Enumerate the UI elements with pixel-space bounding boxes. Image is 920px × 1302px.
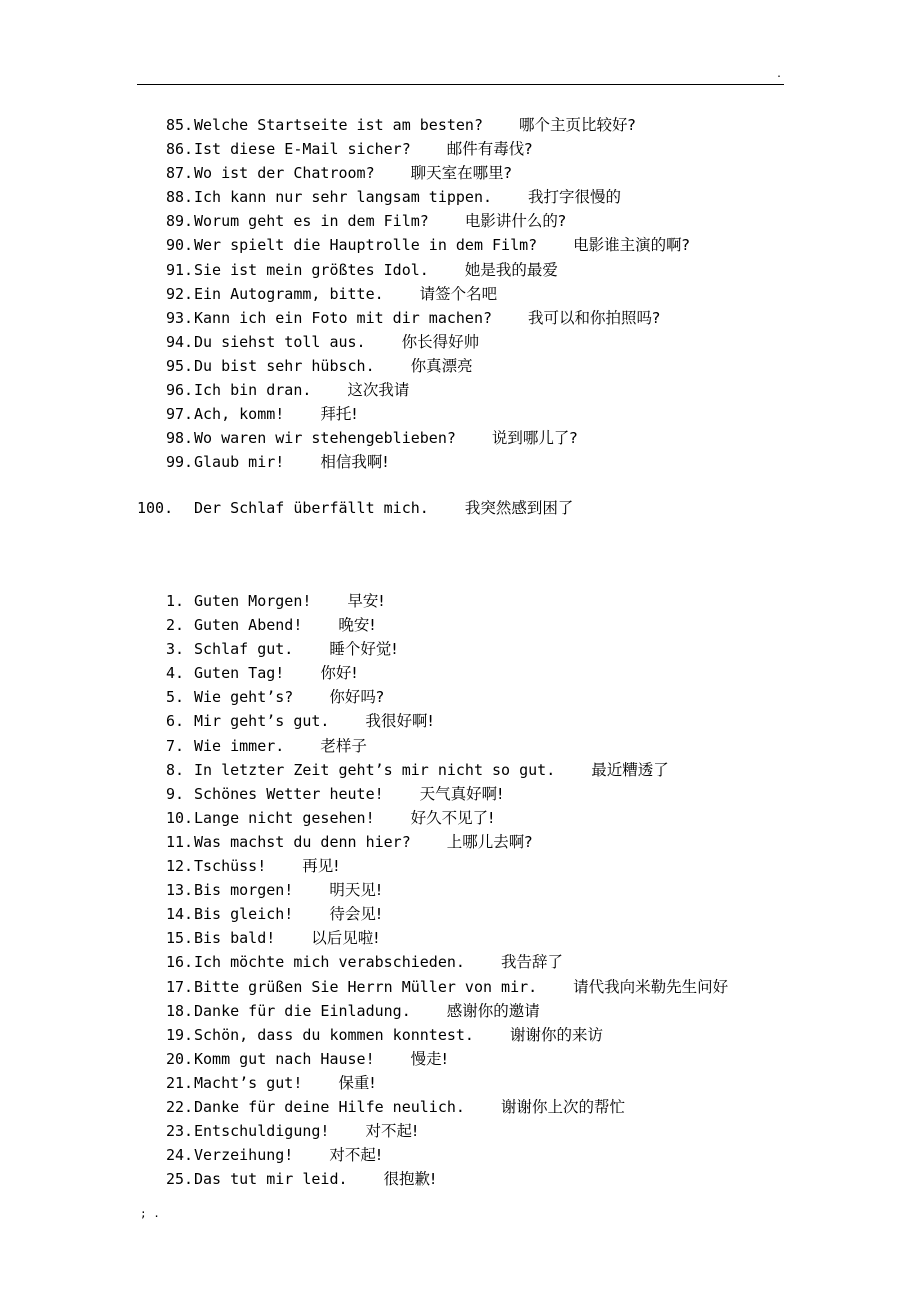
phrase-number: 24.	[166, 1146, 194, 1165]
phrase-german: Tschüss!	[194, 857, 267, 876]
phrase-pair	[194, 975, 728, 999]
phrase-german: Entschuldigung!	[194, 1122, 330, 1141]
phrase-pair	[194, 1143, 382, 1167]
phrase-number: 91.	[166, 260, 194, 279]
phrase-pair	[194, 637, 398, 661]
phrase-number: 96.	[166, 381, 194, 400]
phrase-german: Danke für die Einladung.	[194, 1001, 411, 1020]
phrase-chinese: 天气真好啊!	[419, 784, 504, 803]
phrase-chinese: 这次我请	[347, 381, 410, 400]
phrase-german: Das tut mir leid.	[194, 1170, 348, 1189]
phrase-number: 88.	[166, 188, 194, 207]
phrase-german: Lange nicht gesehen!	[194, 808, 375, 827]
phrase-number: 97.	[166, 405, 194, 424]
phrase-number: 21.	[166, 1073, 194, 1092]
phrase-pair	[194, 258, 558, 282]
phrase-german: Bis morgen!	[194, 881, 294, 900]
phrase-pair	[194, 613, 376, 637]
phrase-number: 1.	[166, 592, 185, 610]
phrase-chinese: 她是我的最爱	[464, 260, 558, 279]
phrase-pair	[194, 113, 636, 137]
phrase-german: Wo ist der Chatroom?	[194, 164, 375, 183]
phrase-pair	[194, 999, 540, 1023]
phrase-number: 22.	[166, 1097, 194, 1116]
phrase-number: 10.	[166, 808, 194, 827]
phrase-chinese: 电影谁主演的啊?	[573, 236, 690, 255]
header-mark: .	[776, 69, 783, 80]
phrase-chinese: 拜托!	[320, 405, 358, 424]
phrase-chinese: 很抱歉!	[383, 1170, 437, 1189]
phrase-pair	[194, 589, 385, 613]
phrase-chinese: 我突然感到困了	[464, 499, 574, 517]
phrase-pair	[194, 685, 384, 709]
phrase-german: Du siehst toll aus.	[194, 332, 366, 351]
phrase-german: Bitte grüßen Sie Herrn Müller von mir.	[194, 977, 538, 996]
phrase-german: Schönes Wetter heute!	[194, 784, 384, 803]
phrase-chinese: 好久不见了!	[410, 808, 495, 827]
phrase-number: 98.	[166, 429, 194, 448]
phrase-number: 12.	[166, 857, 194, 876]
phrase-number: 87.	[166, 164, 194, 183]
phrase-pair	[194, 1023, 603, 1047]
phrase-pair	[194, 950, 563, 974]
phrase-chinese: 以后见啦!	[311, 929, 380, 948]
phrase-number: 2.	[166, 616, 185, 635]
phrase-pair	[194, 830, 532, 854]
phrase-pair	[194, 233, 690, 257]
phrase-chinese: 慢走!	[410, 1049, 448, 1068]
phrase-pair	[194, 330, 479, 354]
phrase-german: Sie ist mein größtes Idol.	[194, 260, 429, 279]
phrase-chinese: 你长得好帅	[401, 332, 480, 351]
phrase-number: 13.	[166, 881, 194, 900]
phrase-pair	[194, 661, 358, 685]
phrase-pair	[194, 926, 380, 950]
phrase-chinese: 待会见!	[329, 905, 383, 924]
phrase-german: Mir geht’s gut.	[194, 712, 330, 731]
phrase-number: 7.	[166, 736, 185, 755]
phrase-chinese: 睡个好觉!	[329, 640, 398, 659]
phrase-pair	[194, 1047, 448, 1071]
phrase-german: Macht’s gut!	[194, 1073, 303, 1092]
phrase-pair	[194, 1167, 436, 1191]
phrase-german: Wie immer.	[194, 736, 285, 755]
phrase-chinese: 最近糟透了	[591, 760, 669, 779]
phrase-number: 20.	[166, 1049, 194, 1068]
phrase-german: Kann ich ein Foto mit dir machen?	[194, 308, 493, 327]
phrase-number: 16.	[166, 953, 194, 972]
phrase-pair	[194, 1071, 376, 1095]
phrase-german: In letzter Zeit geht’s mir nicht so gut.	[194, 760, 556, 779]
phrase-chinese: 我很好啊!	[365, 712, 434, 731]
phrase-german: Ach, komm!	[194, 405, 285, 424]
phrase-chinese: 我可以和你拍照吗?	[528, 308, 661, 327]
phrase-chinese: 你好!	[320, 664, 358, 683]
phrase-number: 89.	[166, 212, 194, 231]
phrase-pair	[194, 709, 434, 733]
phrase-number: 11.	[166, 832, 194, 851]
phrase-pair	[194, 402, 358, 426]
phrase-number: 18.	[166, 1001, 194, 1020]
phrase-number: 3.	[166, 640, 185, 659]
phrase-chinese: 谢谢你上次的帮忙	[500, 1097, 625, 1116]
phrase-number: 19.	[166, 1025, 194, 1044]
phrase-pair	[194, 1095, 625, 1119]
phrase-number: 15.	[166, 929, 194, 948]
phrase-pair	[194, 282, 497, 306]
phrase-german: Schön, dass du kommen konntest.	[194, 1025, 474, 1044]
phrase-chinese: 感谢你的邀请	[446, 1001, 540, 1020]
phrase-pair	[194, 137, 532, 161]
phrase-number: 14.	[166, 905, 194, 924]
phrase-german: Ich bin dran.	[194, 381, 312, 400]
phrase-chinese: 早安!	[347, 592, 385, 610]
phrase-number: 90.	[166, 236, 194, 255]
phrase-german: Was machst du denn hier?	[194, 832, 411, 851]
phrase-chinese: 对不起!	[365, 1122, 419, 1141]
phrase-german: Du bist sehr hübsch.	[194, 356, 375, 375]
phrase-german: Wo waren wir stehengeblieben?	[194, 429, 456, 448]
phrase-chinese: 说到哪儿了?	[491, 429, 578, 448]
phrase-chinese: 相信我啊!	[320, 453, 389, 472]
phrase-number: 17.	[166, 977, 194, 996]
phrase-german: Schlaf gut.	[194, 640, 294, 659]
phrase-german: Glaub mir!	[194, 453, 285, 472]
phrase-german: Ich möchte mich verabschieden.	[194, 953, 465, 972]
phrase-chinese: 哪个主页比较好?	[518, 116, 636, 134]
phrase-pair	[194, 378, 409, 402]
phrase-chinese: 再见!	[302, 857, 340, 876]
phrase-german: Verzeihung!	[194, 1146, 294, 1165]
phrase-number: 94.	[166, 332, 194, 351]
phrase-german: Bis bald!	[194, 929, 276, 948]
phrase-pair	[194, 496, 573, 520]
phrase-number: 92.	[166, 284, 194, 303]
phrase-pair	[194, 1119, 418, 1143]
phrase-chinese: 你真漂亮	[410, 356, 473, 375]
header-rule	[137, 84, 784, 85]
phrase-pair	[194, 854, 339, 878]
phrase-number: 86.	[166, 140, 194, 159]
phrase-chinese: 电影讲什么的?	[464, 212, 567, 231]
phrase-number: 99.	[166, 453, 194, 472]
phrase-german: Guten Abend!	[194, 616, 303, 635]
phrase-pair	[194, 782, 503, 806]
phrase-number: 95.	[166, 356, 194, 375]
phrase-number: 5.	[166, 688, 185, 707]
phrase-pair	[194, 185, 621, 209]
phrase-number: 6.	[166, 712, 185, 731]
phrase-pair	[194, 354, 473, 378]
phrase-chinese: 上哪儿去啊?	[446, 832, 533, 851]
phrase-german: Welche Startseite ist am besten?	[194, 116, 483, 134]
phrase-number: 8.	[166, 760, 185, 779]
phrase-pair	[194, 209, 566, 233]
phrase-german: Ein Autogramm, bitte.	[194, 284, 384, 303]
phrase-pair	[194, 426, 578, 450]
phrase-pair	[194, 806, 494, 830]
phrase-german: Wer spielt die Hauptrolle in dem Film?	[194, 236, 538, 255]
phrase-chinese: 我告辞了	[500, 953, 563, 972]
phrase-chinese: 请代我向米勒先生问好	[573, 977, 729, 996]
phrase-german: Ist diese E-Mail sicher?	[194, 140, 411, 159]
phrase-pair	[194, 758, 669, 782]
phrase-pair	[194, 878, 382, 902]
phrase-number: 85.	[166, 116, 194, 134]
phrase-german: Der Schlaf überfällt mich.	[194, 499, 429, 517]
phrase-german: Guten Tag!	[194, 664, 285, 683]
phrase-chinese: 老样子	[320, 736, 367, 755]
phrase-german: Guten Morgen!	[194, 592, 312, 610]
phrase-pair	[194, 902, 382, 926]
phrase-chinese: 聊天室在哪里?	[410, 164, 512, 183]
phrase-pair	[194, 734, 367, 758]
phrase-chinese: 我打字很慢的	[528, 188, 622, 207]
phrase-number: 25.	[166, 1170, 194, 1189]
phrase-german: Bis gleich!	[194, 905, 294, 924]
phrase-number: 93.	[166, 308, 194, 327]
phrase-pair	[194, 306, 660, 330]
phrase-german: Komm gut nach Hause!	[194, 1049, 375, 1068]
phrase-number: 4.	[166, 664, 185, 683]
phrase-german: Ich kann nur sehr langsam tippen.	[194, 188, 493, 207]
phrase-chinese: 请签个名吧	[419, 284, 498, 303]
phrase-pair	[194, 161, 512, 185]
phrase-chinese: 你好吗?	[329, 688, 385, 707]
phrase-number: 9.	[166, 784, 185, 803]
phrase-chinese: 邮件有毒伐?	[446, 140, 533, 159]
phrase-chinese: 晚安!	[338, 616, 376, 635]
phrase-number: 23.	[166, 1122, 194, 1141]
phrase-german: Worum geht es in dem Film?	[194, 212, 429, 231]
phrase-chinese: 保重!	[338, 1073, 376, 1092]
phrase-pair	[194, 450, 389, 474]
phrase-chinese: 对不起!	[329, 1146, 383, 1165]
footer-mark: ; .	[140, 1207, 160, 1220]
phrase-chinese: 明天见!	[329, 881, 383, 900]
phrase-number: 100.	[137, 499, 174, 517]
phrase-german: Wie geht’s?	[194, 688, 294, 707]
phrase-german: Danke für deine Hilfe neulich.	[194, 1097, 465, 1116]
phrase-chinese: 谢谢你的来访	[509, 1025, 603, 1044]
